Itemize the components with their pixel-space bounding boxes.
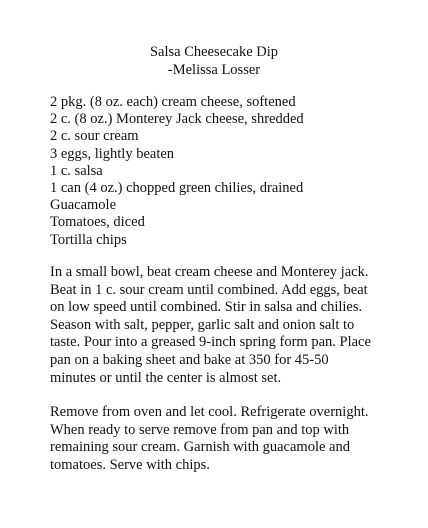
directions-line: remaining sour cream. Garnish with guacamole and xyxy=(50,439,350,456)
directions-line: on low speed until combined. Stir in salsa and chilies. xyxy=(50,299,363,316)
directions-line: tomatoes. Serve with chips. xyxy=(50,456,210,473)
ingredient-item: Tomatoes, diced xyxy=(50,214,145,231)
ingredient-list xyxy=(50,94,304,249)
ingredient-item: 2 c. sour cream xyxy=(50,128,139,145)
ingredient-item: 1 can (4 oz.) chopped green chilies, drained xyxy=(50,180,304,197)
title-block xyxy=(0,43,428,79)
directions-line: Beat in 1 c. sour cream until combined. Add eggs, beat xyxy=(50,281,368,298)
ingredient-item: Guacamole xyxy=(50,197,117,214)
directions-line: minutes or until the center is almost set. xyxy=(50,369,282,386)
directions-line: taste. Pour into a greased 9-inch spring form pan. Place xyxy=(50,334,371,351)
recipe-author: -Melissa Losser xyxy=(167,62,261,78)
directions-paragraph-1 xyxy=(50,264,390,387)
directions-line: When ready to serve remove from pan and top with xyxy=(50,421,350,438)
directions-line: Season with salt, pepper, garlic salt and onion salt to xyxy=(50,316,355,333)
directions-line: In a small bowl, beat cream cheese and Monterey jack. xyxy=(50,264,369,280)
ingredient-item: 2 pkg. (8 oz. each) cream cheese, softened xyxy=(50,94,296,110)
ingredient-item: 1 c. salsa xyxy=(50,162,103,179)
directions-line: Remove from oven and let cool. Refrigerate overnight. xyxy=(50,404,369,420)
directions-paragraph-2 xyxy=(50,404,390,474)
ingredient-item: 3 eggs, lightly beaten xyxy=(50,145,175,162)
ingredient-item: 2 c. (8 oz.) Monterey Jack cheese, shredded xyxy=(50,111,304,128)
ingredient-item: Tortilla chips xyxy=(50,231,127,248)
recipe-title: Salsa Cheesecake Dip xyxy=(149,44,279,60)
directions-line: pan on a baking sheet and bake at 350 for 45-50 xyxy=(50,351,329,368)
